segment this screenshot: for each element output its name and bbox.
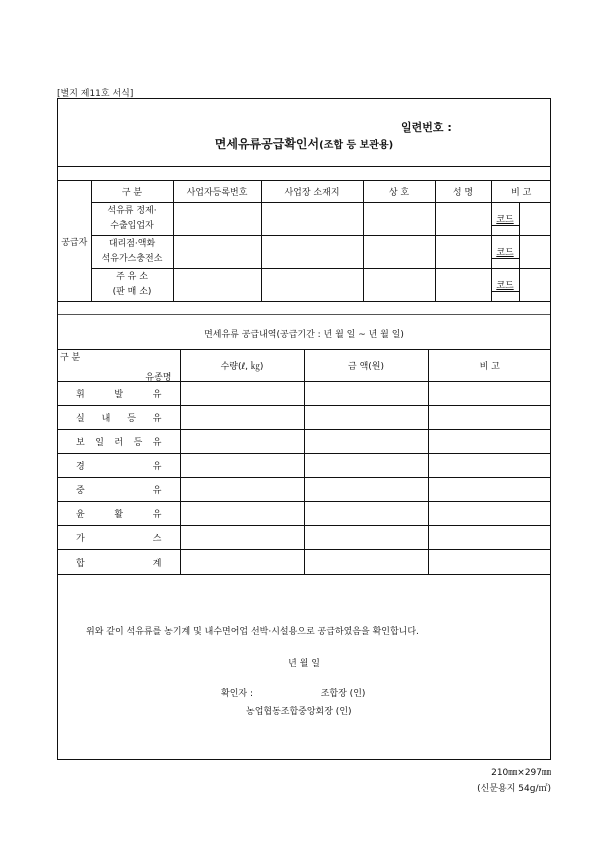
table-row bbox=[58, 478, 551, 502]
table-row bbox=[58, 526, 551, 550]
address-cell[interactable] bbox=[261, 269, 363, 302]
company-name-cell[interactable] bbox=[363, 203, 435, 236]
amount-cell[interactable] bbox=[304, 430, 428, 454]
fuel-items-table bbox=[58, 349, 551, 575]
remarks-cell[interactable] bbox=[428, 382, 551, 406]
company-name-cell[interactable] bbox=[363, 236, 435, 269]
quantity-cell[interactable] bbox=[180, 382, 304, 406]
header-amount: 금 액(원) bbox=[304, 350, 428, 382]
amount-cell[interactable] bbox=[304, 406, 428, 430]
row-label-line2: 수출입업자 bbox=[110, 221, 154, 231]
row-label-kerosene: 실 내 등 유 bbox=[76, 414, 162, 424]
corner-fuel-type: 유종명 bbox=[145, 372, 172, 382]
header-item-remarks: 비 고 bbox=[428, 350, 551, 382]
amount-cell[interactable] bbox=[304, 478, 428, 502]
page-title bbox=[58, 135, 550, 152]
row-label-line1: 주 유 소 bbox=[116, 272, 148, 282]
supplier-group-label: 공급자 bbox=[58, 181, 91, 302]
remarks-cell[interactable] bbox=[428, 550, 551, 575]
supplier-row-refiner bbox=[58, 203, 551, 236]
header-quantity: 수량(ℓ, ㎏) bbox=[180, 350, 304, 382]
remarks-cell[interactable] bbox=[428, 406, 551, 430]
confirmation-statement: 위와 같이 석유류를 농기계 및 내수면어업 선박·시설용으로 공급하였음을 확인합니다. bbox=[86, 627, 419, 637]
amount-cell[interactable] bbox=[304, 454, 428, 478]
biz-reg-no-cell[interactable] bbox=[173, 203, 261, 236]
title-main: 면세유류공급확인서 bbox=[214, 137, 320, 151]
form-frame bbox=[57, 98, 551, 760]
paper-spec-note: (신문용지 54g/㎡) bbox=[477, 784, 551, 794]
supplier-row-gas-station bbox=[58, 269, 551, 302]
remarks-cell[interactable] bbox=[428, 478, 551, 502]
address-cell[interactable] bbox=[261, 203, 363, 236]
company-name-cell[interactable] bbox=[363, 269, 435, 302]
header-company-name: 상 호 bbox=[363, 181, 435, 203]
header-biz-reg-no: 사업자등록번호 bbox=[173, 181, 261, 203]
header-remarks: 비 고 bbox=[491, 181, 551, 203]
table-row bbox=[58, 502, 551, 526]
quantity-cell[interactable] bbox=[180, 406, 304, 430]
corner-category: 구 분 bbox=[60, 352, 81, 363]
amount-cell[interactable] bbox=[304, 526, 428, 550]
serial-number-label: 일련번호 : bbox=[401, 121, 452, 134]
biz-reg-no-cell[interactable] bbox=[173, 269, 261, 302]
signer-union-head: 조합장 (인) bbox=[320, 689, 366, 699]
row-label-boiler-oil: 보 일 러 등 유 bbox=[76, 438, 162, 448]
table-row bbox=[58, 430, 551, 454]
remarks-cell[interactable] bbox=[428, 526, 551, 550]
supplier-table bbox=[58, 180, 551, 302]
row-label-heavy-oil: 중 유 bbox=[76, 486, 162, 496]
supply-period-line: 면세유류 공급내역(공급기간 : 년 월 일 ~ 년 월 일) bbox=[204, 329, 404, 340]
row-label-line1: 석유류 정제· bbox=[107, 206, 157, 216]
code-label: 코드 bbox=[492, 245, 519, 259]
code-label: 코드 bbox=[492, 278, 519, 292]
biz-reg-no-cell[interactable] bbox=[173, 236, 261, 269]
amount-cell[interactable] bbox=[304, 382, 428, 406]
quantity-cell[interactable] bbox=[180, 550, 304, 575]
quantity-cell[interactable] bbox=[180, 478, 304, 502]
remarks-cell[interactable] bbox=[428, 454, 551, 478]
amount-cell[interactable] bbox=[304, 502, 428, 526]
table-row bbox=[58, 550, 551, 575]
row-label-lubricant: 윤 활 유 bbox=[76, 510, 162, 520]
supplier-row-dealer bbox=[58, 236, 551, 269]
title-sub: (조합 등 보관용) bbox=[319, 140, 394, 151]
signer-line-1 bbox=[221, 686, 365, 699]
remarks-cell[interactable] bbox=[428, 502, 551, 526]
header-person-name: 성 명 bbox=[435, 181, 491, 203]
corner-header-cell bbox=[58, 350, 180, 382]
quantity-cell[interactable] bbox=[180, 526, 304, 550]
remarks-cell[interactable] bbox=[519, 269, 551, 302]
person-name-cell[interactable] bbox=[435, 269, 491, 302]
quantity-cell[interactable] bbox=[180, 502, 304, 526]
row-label-line2: 석유가스충전소 bbox=[101, 254, 163, 264]
divider-1 bbox=[58, 166, 550, 167]
row-label-line1: 대리점·액화 bbox=[108, 239, 156, 249]
signer-label: 확인자 : bbox=[221, 689, 253, 699]
table-row bbox=[58, 382, 551, 406]
quantity-cell[interactable] bbox=[180, 454, 304, 478]
row-label-total: 합 계 bbox=[76, 558, 162, 569]
address-cell[interactable] bbox=[261, 236, 363, 269]
header-address: 사업장 소재지 bbox=[261, 181, 363, 203]
row-label-gasoline: 휘 발 유 bbox=[76, 390, 162, 400]
signer-federation-head: 농업협동조합중앙회장 (인) bbox=[246, 707, 352, 717]
header-category: 구 분 bbox=[91, 181, 173, 203]
remarks-cell[interactable] bbox=[428, 430, 551, 454]
paper-size-note: 210㎜×297㎜ bbox=[491, 768, 551, 778]
divider-2 bbox=[58, 314, 550, 315]
quantity-cell[interactable] bbox=[180, 430, 304, 454]
table-row bbox=[58, 454, 551, 478]
remarks-cell[interactable] bbox=[519, 236, 551, 269]
table-row bbox=[58, 406, 551, 430]
code-label: 코드 bbox=[492, 212, 519, 226]
person-name-cell[interactable] bbox=[435, 236, 491, 269]
row-label-diesel: 경 유 bbox=[76, 462, 162, 472]
row-label-gas: 가 스 bbox=[76, 534, 162, 544]
remarks-cell[interactable] bbox=[519, 203, 551, 236]
amount-cell[interactable] bbox=[304, 550, 428, 575]
date-line: 년 월 일 bbox=[288, 659, 320, 669]
person-name-cell[interactable] bbox=[435, 203, 491, 236]
row-label-line2: (판 매 소) bbox=[112, 287, 152, 297]
form-number-label: [별지 제11호 서식] bbox=[57, 89, 134, 99]
